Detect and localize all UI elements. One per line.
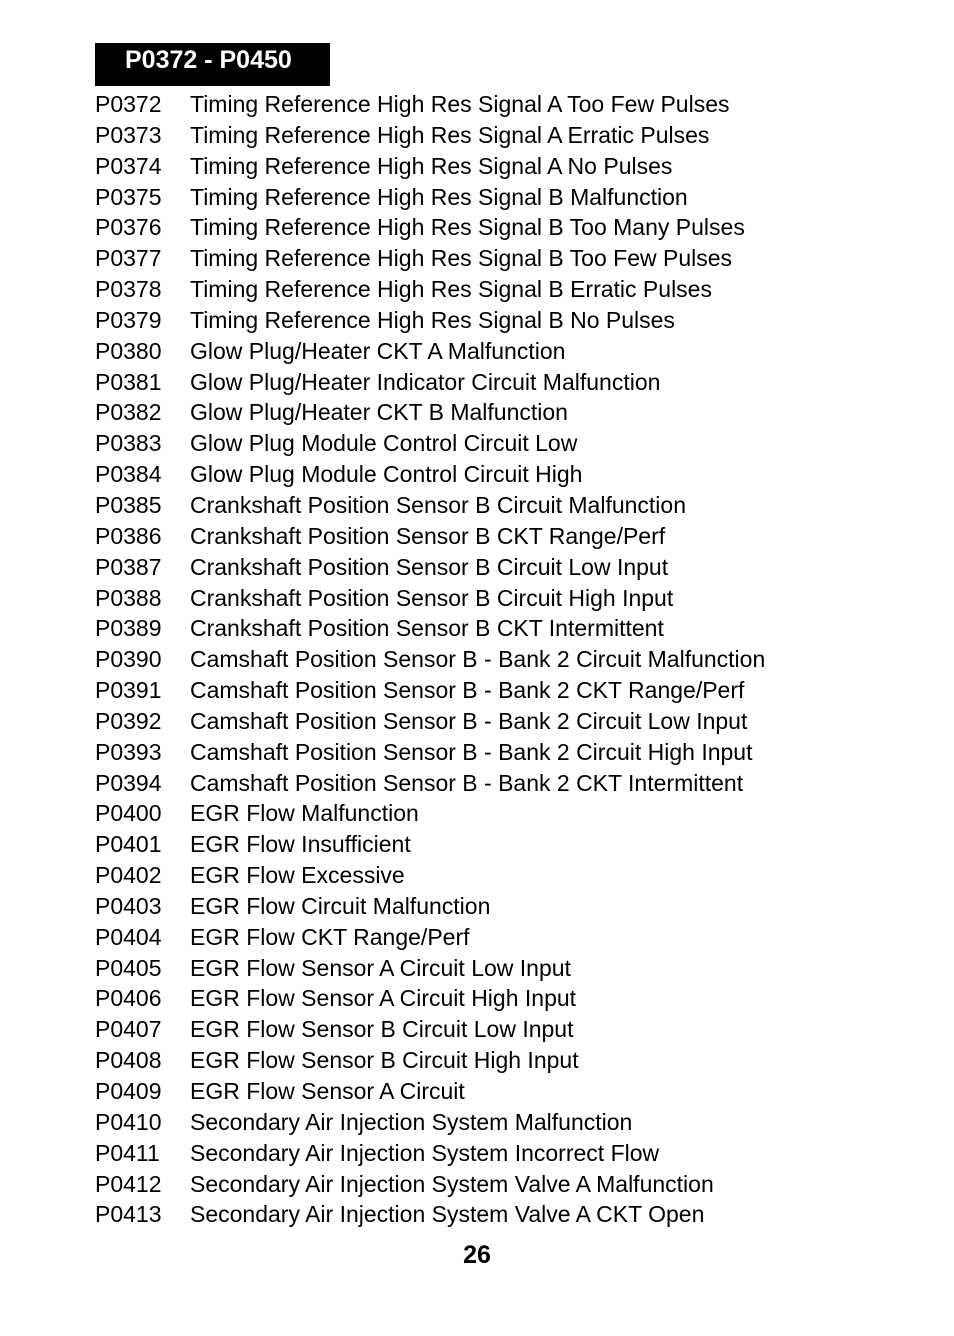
code-description: Glow Plug Module Control Circuit Low <box>190 430 578 457</box>
code-description: Camshaft Position Sensor B - Bank 2 Circuit Malfunction <box>190 646 766 673</box>
code-row <box>95 768 765 799</box>
trouble-code: P0412 <box>95 1170 162 1197</box>
code-description: EGR Flow CKT Range/Perf <box>190 923 470 950</box>
code-row <box>95 922 765 953</box>
code-description: Crankshaft Position Sensor B Circuit High Input <box>190 584 674 611</box>
trouble-code: P0383 <box>95 430 162 457</box>
code-description: EGR Flow Sensor A Circuit Low Input <box>190 954 571 981</box>
code-row <box>95 644 765 675</box>
trouble-code: P0378 <box>95 276 162 303</box>
code-description: Crankshaft Position Sensor B Circuit Malfunction <box>190 491 686 518</box>
code-row <box>95 243 765 274</box>
trouble-code: P0381 <box>95 368 162 395</box>
code-description: EGR Flow Malfunction <box>190 800 419 827</box>
code-row <box>95 1076 765 1107</box>
code-row <box>95 552 765 583</box>
code-description: EGR Flow Insufficient <box>190 831 411 858</box>
code-row <box>95 737 765 768</box>
code-row <box>95 397 765 428</box>
code-row <box>95 1107 765 1138</box>
trouble-code: P0376 <box>95 214 162 241</box>
trouble-code: P0394 <box>95 769 162 796</box>
code-row <box>95 1014 765 1045</box>
code-row <box>95 490 765 521</box>
trouble-code: P0380 <box>95 337 162 364</box>
trouble-code: P0392 <box>95 707 162 734</box>
code-description: EGR Flow Sensor B Circuit Low Input <box>190 1016 574 1043</box>
trouble-code: P0410 <box>95 1108 162 1135</box>
code-description: Secondary Air Injection System Malfunction <box>190 1108 633 1135</box>
trouble-code: P0372 <box>95 91 162 117</box>
code-row <box>95 1169 765 1200</box>
code-row <box>95 521 765 552</box>
trouble-code: P0402 <box>95 862 162 889</box>
trouble-code: P0382 <box>95 399 162 426</box>
trouble-code: P0401 <box>95 831 162 858</box>
trouble-code: P0385 <box>95 491 162 518</box>
code-description: Timing Reference High Res Signal A Erratic Pulses <box>190 121 710 148</box>
code-row <box>95 367 765 398</box>
code-description: Crankshaft Position Sensor B CKT Range/Perf <box>190 522 666 549</box>
code-row <box>95 613 765 644</box>
trouble-code: P0404 <box>95 923 162 950</box>
code-description: Timing Reference High Res Signal B Too Few Pulses <box>190 245 733 272</box>
code-description: EGR Flow Sensor B Circuit High Input <box>190 1047 579 1074</box>
code-row <box>95 706 765 737</box>
code-description: Timing Reference High Res Signal A Too Few Pulses <box>190 91 730 117</box>
code-row <box>95 798 765 829</box>
trouble-code: P0406 <box>95 985 162 1012</box>
trouble-code: P0400 <box>95 800 162 827</box>
code-row <box>95 151 765 182</box>
code-description: Camshaft Position Sensor B - Bank 2 Circuit Low Input <box>190 707 748 734</box>
trouble-code: P0393 <box>95 738 162 765</box>
trouble-code: P0373 <box>95 121 162 148</box>
trouble-code: P0374 <box>95 152 162 179</box>
code-row <box>95 860 765 891</box>
trouble-code: P0388 <box>95 584 162 611</box>
code-row <box>95 305 765 336</box>
page-number: 26 <box>463 1241 491 1269</box>
trouble-code: P0391 <box>95 677 162 704</box>
code-description: Camshaft Position Sensor B - Bank 2 Circuit High Input <box>190 738 753 765</box>
trouble-code: P0405 <box>95 954 162 981</box>
code-description: Timing Reference High Res Signal B Erratic Pulses <box>190 276 712 303</box>
trouble-code: P0407 <box>95 1016 162 1043</box>
code-row <box>95 428 765 459</box>
code-row <box>95 459 765 490</box>
code-row <box>95 336 765 367</box>
code-description: Glow Plug/Heater Indicator Circuit Malfunction <box>190 368 661 395</box>
code-row <box>95 212 765 243</box>
trouble-code: P0377 <box>95 245 162 272</box>
code-description: EGR Flow Circuit Malfunction <box>190 892 491 919</box>
code-row <box>95 953 765 984</box>
code-range-label: P0372 - P0450 <box>125 46 292 74</box>
code-row <box>95 891 765 922</box>
code-row <box>95 1045 765 1076</box>
code-row <box>95 983 765 1014</box>
code-row <box>95 829 765 860</box>
code-description: Timing Reference High Res Signal B Too Many Pulses <box>190 214 745 241</box>
trouble-code: P0408 <box>95 1047 162 1074</box>
code-row <box>95 182 765 213</box>
code-description: Secondary Air Injection System Valve A Malfunction <box>190 1170 714 1197</box>
trouble-code: P0387 <box>95 553 162 580</box>
trouble-code-list <box>95 89 765 1230</box>
code-description: Crankshaft Position Sensor B Circuit Low Input <box>190 553 669 580</box>
code-description: EGR Flow Excessive <box>190 862 405 889</box>
code-description: EGR Flow Sensor A Circuit High Input <box>190 985 577 1012</box>
trouble-code: P0403 <box>95 892 162 919</box>
code-description: EGR Flow Sensor A Circuit <box>190 1078 465 1104</box>
code-row <box>95 1138 765 1169</box>
code-description: Glow Plug/Heater CKT B Malfunction <box>190 399 568 426</box>
code-row <box>95 583 765 614</box>
trouble-code: P0386 <box>95 522 162 549</box>
code-row <box>95 274 765 305</box>
trouble-code: P0411 <box>95 1139 160 1166</box>
code-description: Crankshaft Position Sensor B CKT Intermittent <box>190 615 664 642</box>
trouble-code: P0390 <box>95 646 162 673</box>
code-description: Camshaft Position Sensor B - Bank 2 CKT Range/Perf <box>190 677 745 704</box>
trouble-code: P0379 <box>95 306 162 333</box>
code-row <box>95 1199 765 1230</box>
code-row <box>95 89 765 120</box>
code-row <box>95 675 765 706</box>
code-range-header <box>95 43 330 86</box>
trouble-code: P0409 <box>95 1078 162 1104</box>
trouble-code: P0375 <box>95 183 162 210</box>
code-description: Glow Plug/Heater CKT A Malfunction <box>190 337 566 364</box>
code-description: Camshaft Position Sensor B - Bank 2 CKT Intermittent <box>190 769 744 796</box>
trouble-code: P0389 <box>95 615 162 642</box>
code-description: Secondary Air Injection System Valve A CKT Open <box>190 1201 705 1228</box>
code-description: Glow Plug Module Control Circuit High <box>190 461 583 488</box>
code-description: Timing Reference High Res Signal B No Pulses <box>190 306 675 333</box>
code-row <box>95 120 765 151</box>
code-description: Timing Reference High Res Signal A No Pulses <box>190 152 673 179</box>
trouble-code: P0413 <box>95 1201 162 1228</box>
trouble-code: P0384 <box>95 461 162 488</box>
code-description: Secondary Air Injection System Incorrect Flow <box>190 1139 660 1166</box>
code-description: Timing Reference High Res Signal B Malfunction <box>190 183 688 210</box>
